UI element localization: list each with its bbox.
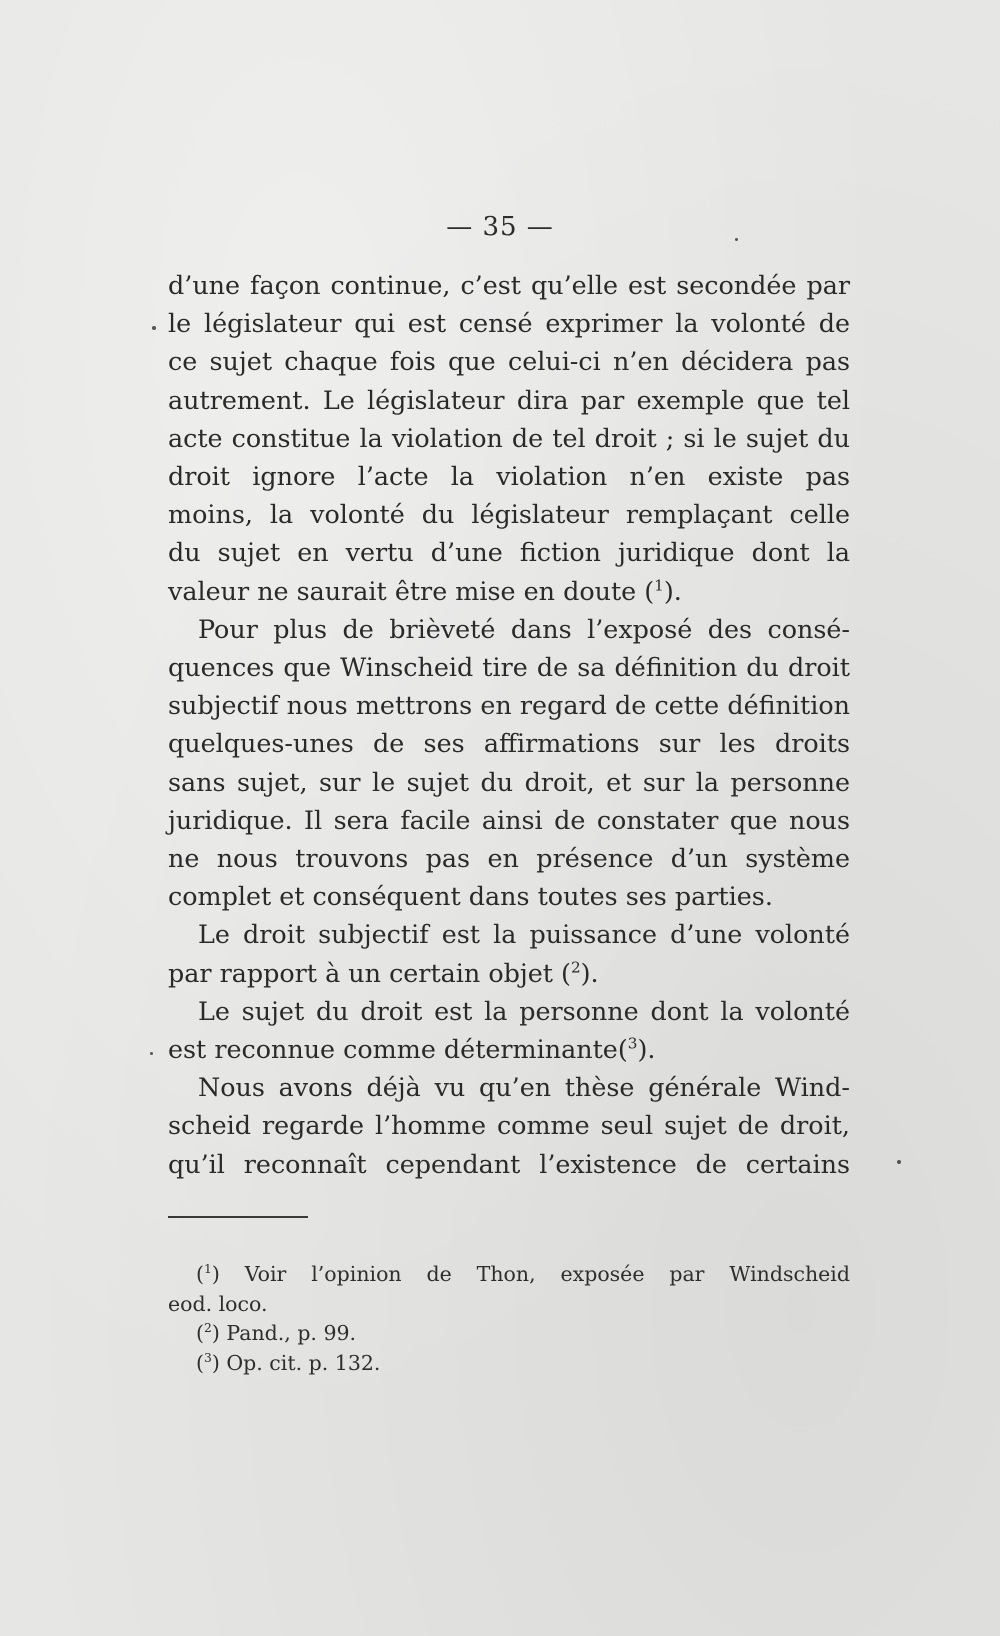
paragraph-text: valeur ne saurait être mise en doute ( bbox=[168, 575, 655, 606]
paragraph-line: quelques-unes de ses affirmations sur les droits bbox=[168, 728, 850, 759]
paragraph-line: ne nous trouvons pas en présence d’un système bbox=[168, 843, 850, 874]
paragraph-line: juridique. Il sera facile ainsi de constater que nous bbox=[168, 804, 850, 835]
scan-speck bbox=[152, 326, 156, 330]
footnotes bbox=[168, 1260, 850, 1378]
footnote-reference[interactable]: 3 bbox=[627, 1034, 638, 1053]
paragraph-line: autrement. Le législateur dira par exemple que tel bbox=[168, 384, 850, 415]
footnote-reference[interactable]: 2 bbox=[570, 958, 581, 977]
footnote-1 bbox=[168, 1260, 850, 1319]
footnote-separator-rule bbox=[168, 1216, 308, 1218]
footnote-2 bbox=[168, 1319, 850, 1349]
footnote-open-paren: ( bbox=[196, 1321, 204, 1345]
paragraph-text: par rapport à un certain objet ( bbox=[168, 957, 571, 988]
paragraph-last-line bbox=[168, 572, 850, 610]
footnote-first-line bbox=[168, 1260, 850, 1290]
paragraph-last-line bbox=[168, 954, 850, 992]
footnote-close-paren: ) bbox=[211, 1262, 220, 1286]
footnote-3 bbox=[168, 1349, 850, 1379]
paragraph-3 bbox=[168, 915, 850, 991]
footnote-reference[interactable]: 1 bbox=[654, 576, 664, 595]
paragraph-4 bbox=[168, 992, 850, 1068]
paragraph-line: Pour plus de brièveté dans l’exposé des consé- bbox=[198, 613, 850, 644]
paragraph-last-line: complet et conséquent dans toutes ses parties. bbox=[168, 881, 773, 912]
paragraph-line: Le sujet du droit est la personne dont la volonté bbox=[198, 995, 850, 1026]
paragraph-line: scheid regarde l’homme comme seul sujet de droit, bbox=[168, 1110, 850, 1141]
paragraph-2 bbox=[168, 610, 850, 916]
paragraph-line: Nous avons déjà vu qu’en thèse générale Wind- bbox=[198, 1072, 850, 1103]
body-text bbox=[168, 266, 850, 1183]
footnote-close-paren: ) bbox=[211, 1321, 220, 1345]
scan-speck bbox=[735, 238, 738, 241]
footnote-text: eod. loco. bbox=[168, 1291, 268, 1316]
footnote-open-paren: ( bbox=[196, 1262, 204, 1286]
paragraph-last-line bbox=[168, 1030, 850, 1068]
paragraph-line: sans sujet, sur le sujet du droit, et sur la personne bbox=[168, 766, 850, 797]
paragraph-line: acte constitue la violation de tel droit ; si le sujet du bbox=[168, 422, 850, 453]
paragraph-line: qu’il reconnaît cependant l’existence de certains bbox=[168, 1148, 850, 1179]
scan-speck bbox=[897, 1160, 901, 1164]
footnote-text: Pand., p. 99. bbox=[219, 1321, 357, 1345]
footnote-text: Op. cit. p. 132. bbox=[219, 1350, 381, 1375]
paragraph-line: d’une façon continue, c’est qu’elle est secondée par bbox=[168, 270, 850, 300]
paragraph-1 bbox=[168, 266, 850, 610]
scan-speck bbox=[150, 1052, 153, 1055]
paragraph-line: ce sujet chaque fois que celui-ci n’en décidera pas bbox=[168, 346, 850, 377]
paragraph-text: ). bbox=[580, 957, 599, 988]
page-number: — 35 — bbox=[446, 212, 554, 242]
paragraph-line: quences que Winscheid tire de sa définition du droit bbox=[168, 652, 850, 683]
footnote-mark: 3 bbox=[204, 1350, 212, 1365]
footnote-close-paren: ) bbox=[211, 1350, 220, 1375]
paragraph-line: moins, la volonté du législateur remplaçant celle bbox=[168, 499, 850, 530]
paragraph-5 bbox=[168, 1068, 850, 1183]
footnote-open-paren: ( bbox=[196, 1350, 204, 1375]
footnote-mark: 1 bbox=[204, 1262, 212, 1277]
footnote-mark: 2 bbox=[204, 1321, 212, 1336]
paragraph-text: est reconnue comme déterminante( bbox=[168, 1034, 628, 1065]
paragraph-line: Le droit subjectif est la puissance d’une volonté bbox=[198, 919, 850, 950]
paragraph-line: du sujet en vertu d’une fiction juridique dont la bbox=[168, 537, 850, 568]
footnote-text: Voir l’opinion de Thon, exposée par Windscheid bbox=[219, 1262, 850, 1286]
paragraph-text: ). bbox=[637, 1034, 656, 1065]
paragraph-line: droit ignore l’acte la violation n’en existe pas bbox=[168, 461, 850, 492]
paragraph-text: ). bbox=[663, 575, 682, 606]
paragraph-line: subjectif nous mettrons en regard de cette définition bbox=[168, 690, 850, 721]
paragraph-line: le législateur qui est censé exprimer la volonté de bbox=[168, 308, 850, 339]
